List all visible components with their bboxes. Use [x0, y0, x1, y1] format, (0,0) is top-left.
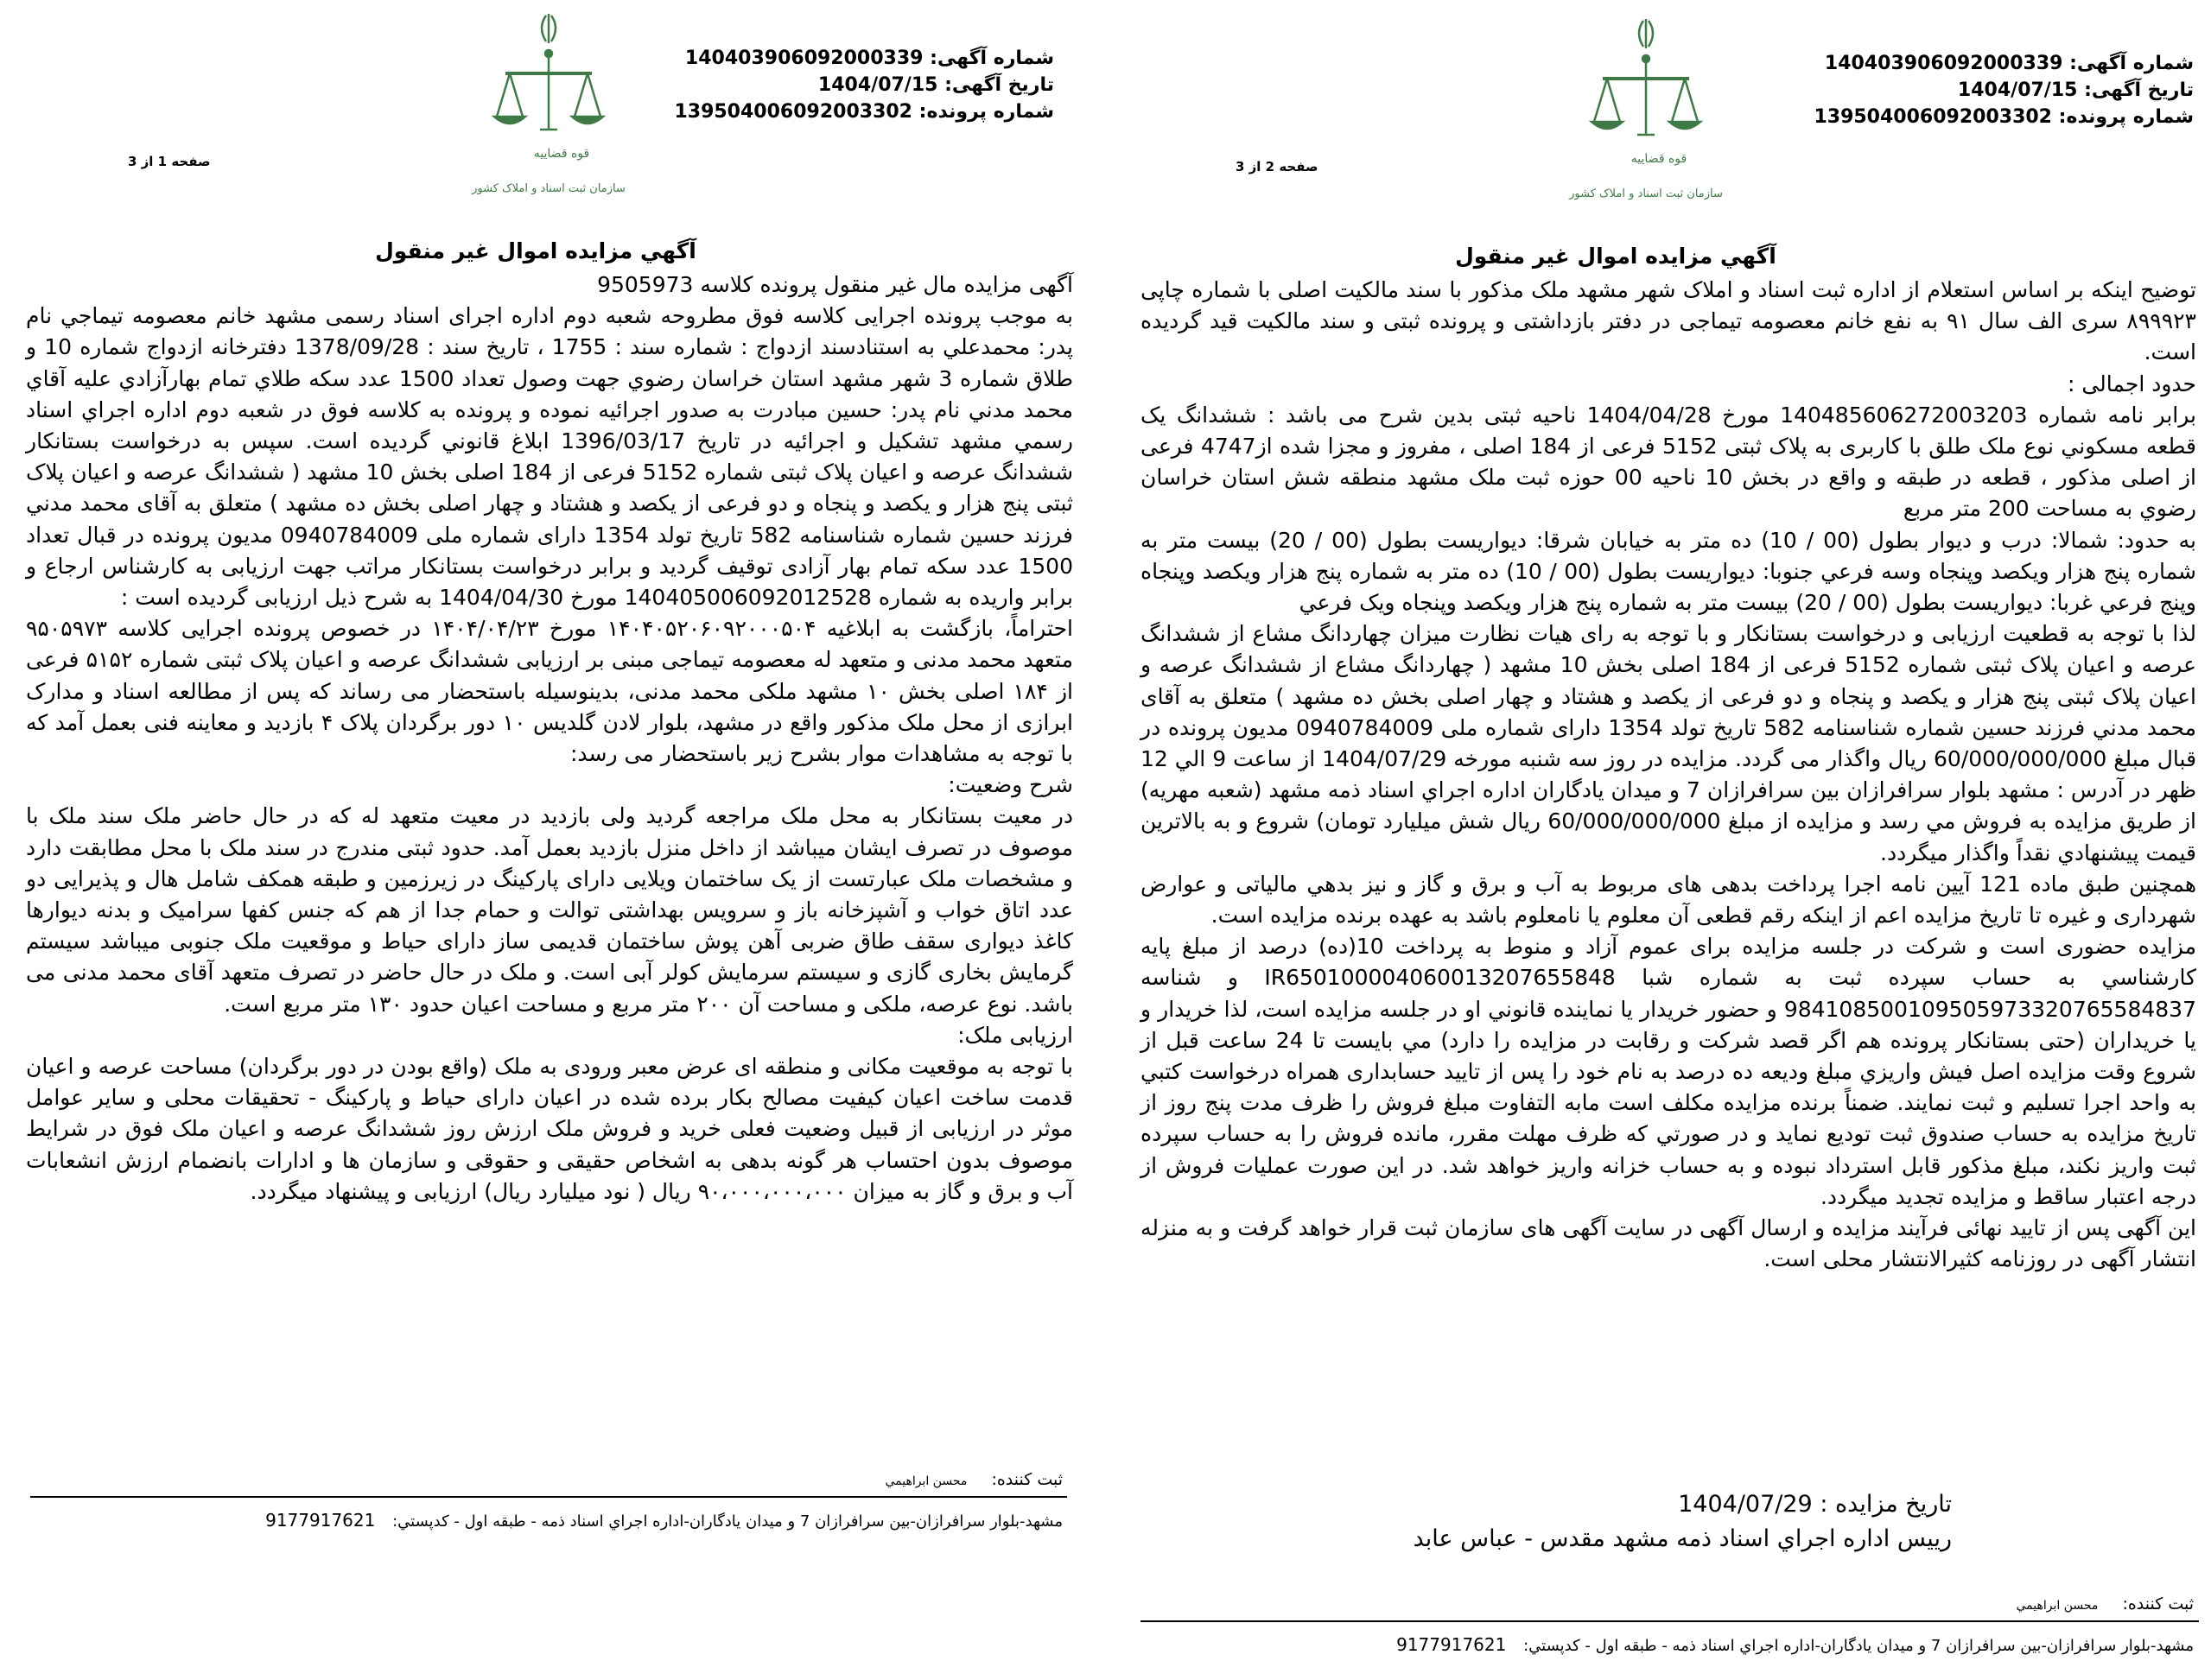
- page-2: [1115, 0, 2211, 1680]
- notice-body: [26, 269, 1073, 1208]
- registrar-name: محسن ابراهيمي: [885, 1474, 968, 1488]
- registrar-name: محسن ابراهيمي: [2016, 1599, 2099, 1613]
- postal-code: 9177917621: [265, 1510, 376, 1531]
- footer-address: [1396, 1634, 2194, 1655]
- logo-text-1: قوه قضاییه: [533, 147, 590, 161]
- registrar: [885, 1470, 1063, 1489]
- page-number: صفحه 1 از 3: [128, 154, 211, 169]
- page-number: صفحه 2 از 3: [1236, 159, 1318, 174]
- paragraph: احتراماً، بازگشت به ابلاغیه ۱۴۰۴۰۵۲۰۶۰۹۲۰۰۰۵۰۴ مورخ ۱۴۰۴/۰۴/۲۳ در خصوص پرونده اجرایی کلاسه ۹۵۰۵۹۷۳ متعهد محمد مدنی و متعهد له معصومه تیماجی مبنی بر ارزیابی ششدانگ عرصه و اعیان پلاک ثبتی شماره ۵۱۵۲ فرعی از ۱۸۴ اصلی بخش ۱۰ مشهد ملکی محمد مدنی، بدینوسیله باستحضار می رساند که پس از مطالعه اسناد و مدارک ابرازی از محل ملک مذکور واقع در مشهد، بلوار لادن گلدیس ۱۰ دور برگردان پلاک ۴ بازدید و معاینه فنی بعمل آمد که با توجه به مشاهدات موار بشرح زیر باستحضار می رسد:: [26, 616, 1074, 767]
- paragraph: با توجه به موقعیت مکانی و منطقه ای عرض معبر ورودی به ملک (واقع بودن در دور برگردان) مساحت عرصه و اعیان قدمت ساخت اعیان کیفیت مصالح بکار برده شده در اعیان دارای حیاط و پارکینگ - تحقیقات محلی و سایر عوامل موثر در ارزیابی از قبیل وضعیت فعلی خرید و فروش ملک ارزش روز ششدانگ عرصه و اعیان ملک فوق در شرایط موصوف بدون احتساب هر گونه بدهی به اشخاص حقیقی و حقوقی و سازمان ها و ادارات بانضمام ارزش انشعابات آب و برق و گاز به میزان ۹۰،۰۰۰،۰۰۰،۰۰۰ ریال ( نود میلیارد ریال) ارزیابی و پیشنهاد میگردد.: [26, 1054, 1073, 1204]
- paragraph: لذا با توجه به قطعیت ارزیابی و درخواست بستانکار و با توجه به رای هیات نظارت میزان چهاردانگ مشاع از ششدانگ عرصه و اعیان پلاک ثبتی شماره 5152 فرعی از 184 اصلی بخش 10 مشهد ( چهاردانگ مشاع از ششدانگ عرصه و اعیان پلاک ثبتی پنج هزار و یکصد و پنجاه و دو فرعی از یکصد و هشتاد و چهار اصلی بخش ده مشهد ) متعلق به آقای محمد مدني فرزند حسین شماره شناسنامه 582 تاریخ تولد 1354 دارای شماره ملی 0940784009 مدیون پرونده در قبال مبلغ 60/000/000/000 ریال واگذار می گردد. مزایده در روز سه شنبه مورخه 1404/07/29 از ساعت 9 الي 12 ظهر در آدرس : مشهد بلوار سرافرازان بین سرافرازان 7 و میدان یادگاران اداره اجراي اسناد ذمه مشهد (شعبه مهریه) از طریق مزایده به فروش مي رسد و مزایده از مبلغ 60/000/000/000 ریال شش میلیارد تومان) شروع و به بالاترین قیمت پیشنهادي نقداً واگذار میگردد.: [1140, 621, 2197, 865]
- footer-address: [265, 1510, 1063, 1531]
- file-number: شماره پرونده: 139504006092003302: [674, 101, 1054, 123]
- paragraph: این آگهی پس از تایید نهائی فرآیند مزایده و ارسال آگهی در سایت آگهی های سازمان ثبت قرار خواهد گرفت و به منزله انتشار آگهی در روزنامه کثیرالانتشار محلی است.: [1140, 1215, 2196, 1272]
- judiciary-scales-logo-icon: [1564, 14, 1728, 208]
- logo-text-2: سازمان ثبت اسناد و املاک کشور: [1569, 187, 1723, 200]
- section-heading: حدود اجمالی :: [2067, 371, 2196, 396]
- ad-date: تاریخ آگهی: 1404/07/15: [817, 74, 1054, 96]
- ad-header: [1814, 50, 2194, 130]
- paragraph: برابر نامه شماره 140485606272003203 مورخ 1404/04/28 ناحیه ثبتی بدین شرح می باشد : ششدانگ یک قطعه مسکوني نوع ملک طلق با کاربری به پلاک ثبتی 5152 فرعی از 184 اصلی ، مفروز و مجزا شده از4747 فرعی از اصلی مذکور ، قطعه در طبقه و واقع در بخش 10 ناحیه 00 حوزه ثبت ملک مشهد منطقه شش استان خراسان رضوي به مساحت 200 متر مربع: [1140, 402, 2196, 522]
- paragraph: به حدود: شمالا: درب و دیوار بطول (00 / 10) ده متر به خیابان شرقا: دیواریست بطول (00 / 20) بیست متر به شماره پنج هزار ویکصد وپنجاه وسه فرعي جنوبا: دیواریست بطول (00 / 10) ده متر به شماره پنج هزار ویکصد وپنجاه وپنج فرعي غربا: دیواریست بطول (00 / 20) بیست متر به شماره پنج هزار ویکصد وپنجاه ویک فرعي: [1140, 527, 2196, 616]
- signoff: [1414, 1487, 1952, 1556]
- judiciary-scales-logo-icon: [467, 9, 631, 203]
- paragraph: همچنین طبق ماده 121 آیین نامه اجرا پرداخت بدهی های مربوط به آب و برق و گاز و نیز بدهي مالیاتی و عوارض شهرداری و غیره تا تاریخ مزایده اعم از اینکه رقم قطعی آن معلوم یا نامعلوم باشد به عهده برنده مزایده است.: [1140, 871, 2196, 929]
- logo-text-1: قوه قضاییه: [1630, 152, 1687, 166]
- address-text: مشهد-بلوار سرافرازان-بین سرافرازان 7 و میدان یادگاران-اداره اجراي اسناد ذمه - طبقه اول - کدپستي:: [1523, 1637, 2194, 1655]
- section-heading: شرح وضعیت:: [948, 772, 1073, 798]
- auction-date: تاریخ مزایده : 1404/07/29: [1678, 1491, 1952, 1518]
- footer-divider: [30, 1496, 1067, 1498]
- paragraph: در معیت بستانکار به محل ملک مراجعه گردید ولی بازدید در معیت متعهد له که در حال حاضر ملک سند ملک با موصوف در تصرف ایشان میباشد از داخل منزل بازدید بعمل آمد. حدود ثبتی مندرج در سند ملک با محل مطابقت دارد و مشخصات ملک عبارتست از یک ساختمان ویلایی دارای پارکینگ در زیرزمین و طبقه همکف شامل هال و پذیرایی دو عدد اتاق خواب و آشپزخانه باز و سرویس بهداشتی توالت و حمام جدا از هم که جنس کفها سرامیک و بدنه دیوارها کاغذ دیواری سقف طاق ضربی آهن پوش ساختمان قدیمی ساز دارای حیاط و موقعیت ملک جنوبی میباشد سیستم گرمایش بخاری گازی و سیستم سرمایش کولر آبی است. و ملک در حال حاضر در تصرف متعهد آقای محمد مدنی می باشد. نوع عرصه، ملکی و مساحت آن ۲۰۰ متر مربع و مساحت اعیان حدود ۱۳۰ متر مربع است.: [26, 803, 1073, 1017]
- ad-header: [674, 45, 1054, 125]
- ad-date: تاریخ آگهی: 1404/07/15: [1957, 79, 2194, 101]
- section-heading: ارزیابی ملک:: [957, 1022, 1073, 1048]
- paragraph: آگهی مزایده مال غیر منقول پرونده کلاسه 9505973: [597, 272, 1073, 297]
- logo-text-2: سازمان ثبت اسناد و املاک کشور: [472, 182, 626, 195]
- file-number: شماره پرونده: 139504006092003302: [1814, 106, 2194, 128]
- notice-title: آگهي مزايده اموال غير منقول: [375, 238, 696, 263]
- ad-number: شماره آگهی: 140403906092000339: [684, 48, 1054, 69]
- registrar-label: ثبت کننده:: [2122, 1594, 2194, 1613]
- notice-title: آگهي مزايده اموال غير منقول: [1455, 244, 1776, 269]
- paragraph: توضیح اینکه بر اساس استعلام از اداره ثبت اسناد و املاک شهر مشهد ملک مذکور با سند مالکیت اصلی با شماره چاپی ۸۹۹۹۲۳ سری الف سال ۹۱ به نفع خانم معصومه تیماجی در دفتر بازداشتی و پرونده ثبتی و سند مالکیت قید گردیده است.: [1140, 277, 2196, 365]
- address-text: مشهد-بلوار سرافرازان-بین سرافرازان 7 و میدان یادگاران-اداره اجراي اسناد ذمه - طبقه اول - کدپستي:: [392, 1512, 1063, 1531]
- footer-divider: [1140, 1620, 2199, 1622]
- registrar: [2016, 1594, 2194, 1613]
- notice-body: [1140, 275, 2196, 1276]
- signature: رییس اداره اجراي اسناد ذمه مشهد مقدس - عباس عابد: [1413, 1525, 1952, 1552]
- postal-code: 9177917621: [1396, 1634, 1507, 1655]
- ad-number: شماره آگهی: 140403906092000339: [1824, 53, 2194, 74]
- paragraph: به موجب پرونده اجرایی کلاسه فوق مطروحه شعبه دوم اداره اجرای اسناد رسمی مشهد خانم معصومه تیماجي نام پدر: محمدعلي به استنادسند ازدواج : شماره سند : 1755 ، تاریخ سند : 1378/09/28 دفترخانه ازدواج شماره 10 و طلاق شماره 3 شهر مشهد استان خراسان رضوي جهت وصول تعداد 1500 عدد سکه طلاي تمام بهارآزادي علیه آقاي محمد مدني نام پدر: حسین مبادرت به صدور اجرائیه نموده و پرونده به کلاسه فوق در شعبه دوم اداره اجراي اسناد رسمي مشهد تشکیل و اجرائیه در تاریخ 1396/03/17 ابلاغ قانوني گردیده است. سپس به درخواست بستانکار ششدانگ عرصه و اعیان پلاک ثبتی شماره 5152 فرعی از 184 اصلی بخش 10 مشهد ( ششدانگ عرصه و اعیان پلاک ثبتی پنج هزار و یکصد و پنجاه و دو فرعی از یکصد و هشتاد و چهار اصلی بخش ده مشهد ) متعلق به آقای محمد مدني فرزند حسین شماره شناسنامه 582 تاریخ تولد 1354 دارای شماره ملی 0940784009 مدیون پرونده در قبال تعداد 1500 عدد سکه تمام بهار آزادی توقیف گردید و برابر درخواست بستانکار مراتب جهت ارزیابی به کارشناس ارجاع و برابر واریده به شماره 140405006092012528 مورخ 1404/04/30 به شرح ذیل ارزیابی گردیده است :: [26, 303, 1074, 611]
- paragraph: مزایده حضوری است و شرکت در جلسه مزایده برای عموم آزاد و منوط به پرداخت 10(ده) درصد از مبلغ پایه کارشناسي به حساب سپرده ثبت به شماره شبا IR650100004060013207655848 و شناسه 984108500109505973320765584837 و حضور خریدار یا نماینده قانوني او در جلسه مزایده است، لذا خریدار و یا خریداران (حتی بستانکار پرونده هم اگر قصد شرکت و رقابت در مزایده را دارد) مي بایست تا 24 ساعت قبل از شروع وقت مزایده اصل فیش واریزي مبلغ ودیعه ده درصد به نام خود را پس از تایید حسابداری همراه درخواست کتبي به واحد اجرا تسلیم و ثبت نمایند. ضمناً برنده مزایده مکلف است مابه التفاوت مبلغ فروش را ظرف مدت پنج روز از تاریخ مزایده به حساب صندوق ثبت تودیع نماید و در صورتي که ظرف مهلت مقرر، مانده فروش را به حساب سپرده ثبت واریز نکند، مبلغ مذکور قابل استرداد نبوده و به حساب خزانه واریز خواهد شد. در این صورت عملیات فروش از درجه اعتبار ساقط و مزایده تجدید میگردد.: [1140, 934, 2196, 1209]
- registrar-label: ثبت کننده:: [991, 1470, 1063, 1489]
